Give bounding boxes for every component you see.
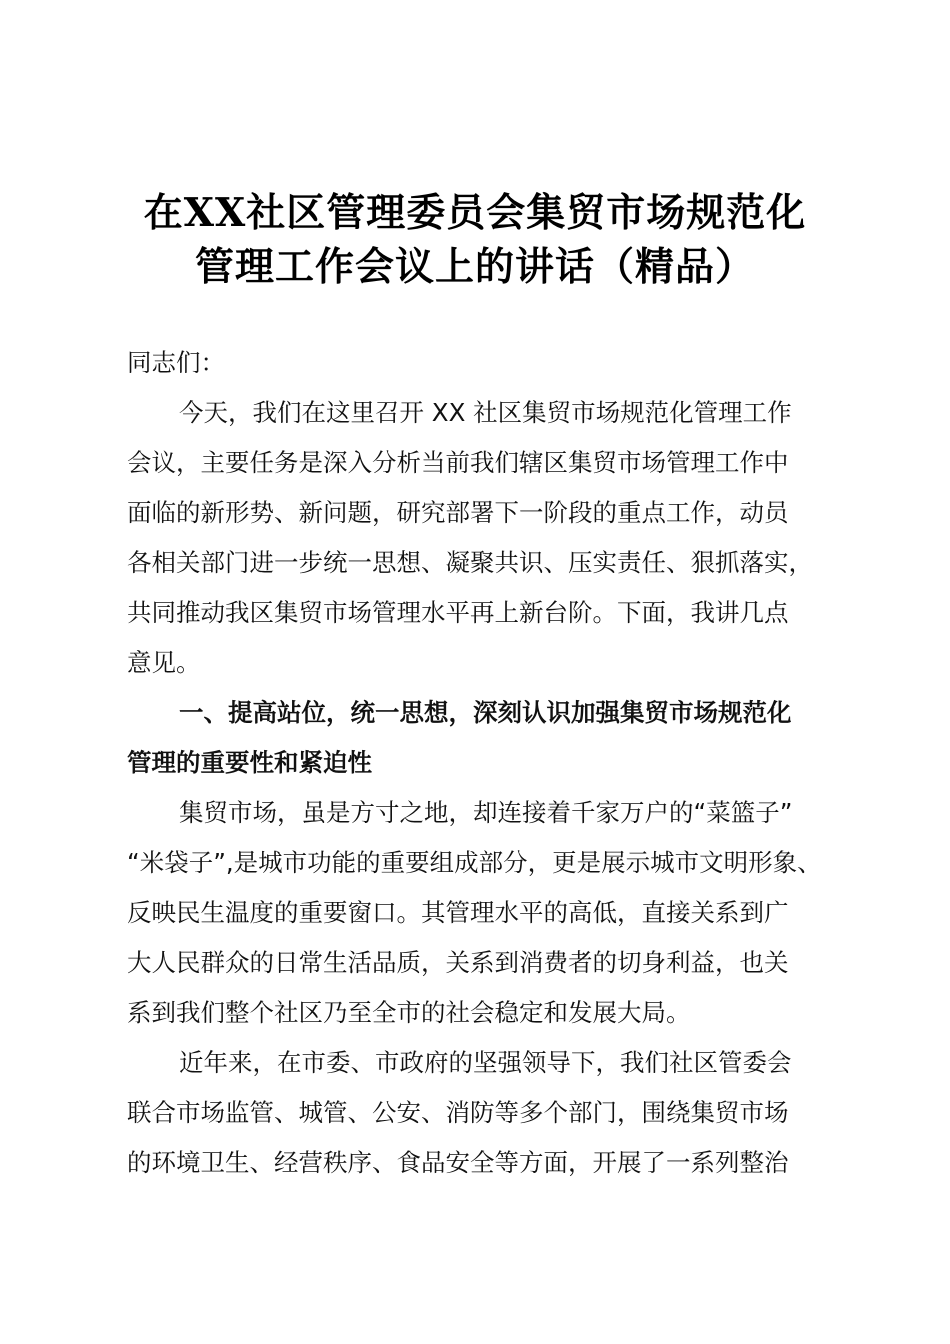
heading-line: 管理的重要性和紧迫性: [127, 748, 372, 777]
text-line: 面临的新形势、新问题，研究部署下一阶段的重点工作，动员: [127, 498, 789, 527]
text-line: 集贸市场，虽是方寸之地，却连接着千家万户的“菜篮子”: [179, 798, 793, 827]
text-line: “米袋子”,是城市功能的重要组成部分，更是展示城市文明形象、: [127, 848, 822, 877]
text-line: 意见。: [127, 648, 201, 677]
text-line: 系到我们整个社区乃至全市的社会稳定和发展大局。: [127, 998, 691, 1027]
text-line: 联合市场监管、城管、公安、消防等多个部门，围绕集贸市场: [127, 1098, 789, 1127]
text-line: 今天，我们在这里召开 XX 社区集贸市场规范化管理工作: [179, 398, 792, 427]
text-line: 近年来，在市委、市政府的坚强领导下，我们社区管委会: [179, 1048, 792, 1077]
document-title: [110, 186, 840, 294]
text-line: 共同推动我区集贸市场管理水平再上新台阶。下面，我讲几点: [127, 598, 789, 627]
paragraph-market-importance: [127, 788, 827, 1038]
title-line-1: 在XX社区管理委员会集贸市场规范化: [143, 190, 807, 236]
heading-line: 一、提高站位，统一思想，深刻认识加强集贸市场规范化: [179, 698, 792, 727]
salutation-text: 同志们：: [127, 348, 225, 377]
salutation: [127, 338, 827, 388]
text-line: 各相关部门进一步统一思想、凝聚共识、压实责任、狠抓落实，: [127, 548, 813, 577]
text-line: 反映民生温度的重要窗口。其管理水平的高低，直接关系到广: [127, 898, 789, 927]
section-heading-1: [127, 688, 827, 788]
paragraph-recent-years: [127, 1038, 827, 1188]
paragraph-opening: [127, 388, 827, 688]
title-line-2: 管理工作会议上的讲话（精品）: [194, 244, 755, 290]
text-line: 会议，主要任务是深入分析当前我们辖区集贸市场管理工作中: [127, 448, 789, 477]
text-line: 的环境卫生、经营秩序、食品安全等方面，开展了一系列整治: [127, 1148, 789, 1177]
document-body: [127, 338, 827, 1188]
text-line: 大人民群众的日常生活品质，关系到消费者的切身利益，也关: [127, 948, 789, 977]
